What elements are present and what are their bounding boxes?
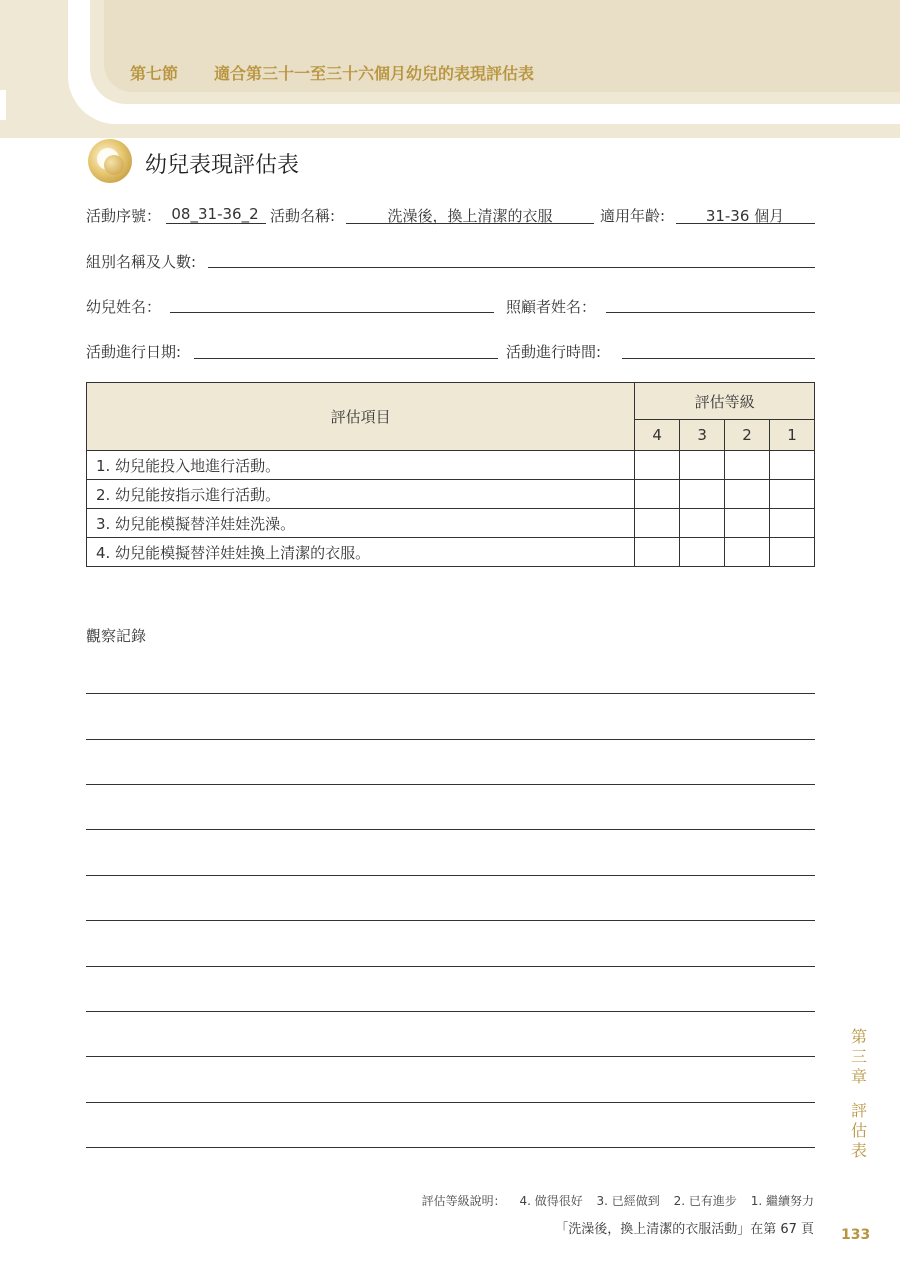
chapter-side-label: 第 三 章 評 估 表 xyxy=(851,1027,868,1160)
activity-name-label: 活動名稱: xyxy=(270,207,336,225)
observation-line[interactable] xyxy=(86,1102,815,1103)
grade-cell[interactable] xyxy=(770,480,815,509)
grade-cell[interactable] xyxy=(770,509,815,538)
edge-tab xyxy=(0,90,6,120)
activity-no-label: 活動序號： xyxy=(86,207,162,225)
grade-cell[interactable] xyxy=(725,451,770,480)
child-name-label: 幼兒姓名： xyxy=(86,298,162,316)
observation-line[interactable] xyxy=(86,784,815,785)
observation-line[interactable] xyxy=(86,875,815,876)
item-cell: 1. 幼兒能投入地進行活動。 xyxy=(87,451,635,480)
age-line xyxy=(676,223,815,224)
observation-line[interactable] xyxy=(86,966,815,967)
section-number: 第七節 xyxy=(130,64,179,83)
grade-cell[interactable] xyxy=(635,480,680,509)
observation-line[interactable] xyxy=(86,1056,815,1057)
legend-item: 4. 做得很好 xyxy=(519,1194,583,1208)
observation-line[interactable] xyxy=(86,693,815,694)
observation-line[interactable] xyxy=(86,829,815,830)
grade-cell[interactable] xyxy=(635,451,680,480)
grade-header: 評估等級 xyxy=(635,383,815,420)
legend-label: 評估等級說明： xyxy=(421,1194,506,1208)
activity-no-value: 08_31-36_2 xyxy=(171,205,259,223)
grade-3-header: 3 xyxy=(680,420,725,451)
grade-cell[interactable] xyxy=(635,538,680,567)
activity-reference: 「洗澡後，換上清潔的衣服活動」在第 67 頁 xyxy=(555,1222,814,1237)
grade-4-header: 4 xyxy=(635,420,680,451)
time-label: 活動進行時間: xyxy=(506,343,602,361)
grade-cell[interactable] xyxy=(770,538,815,567)
section-title: 適合第三十一至三十六個月幼兒的表現評估表 xyxy=(214,64,535,83)
child-name-line[interactable] xyxy=(170,312,494,313)
table-row xyxy=(87,451,815,480)
grade-cell[interactable] xyxy=(725,538,770,567)
carer-name-label: 照顧者姓名： xyxy=(506,298,597,316)
item-cell: 3. 幼兒能模擬替洋娃娃洗澡。 xyxy=(87,509,635,538)
grade-cell[interactable] xyxy=(725,480,770,509)
activity-no-line xyxy=(166,223,266,224)
group-line[interactable] xyxy=(208,267,815,268)
item-cell: 4. 幼兒能模擬替洋娃娃換上清潔的衣服。 xyxy=(87,538,635,567)
grade-cell[interactable] xyxy=(680,509,725,538)
grade-2-header: 2 xyxy=(725,420,770,451)
carer-name-line[interactable] xyxy=(606,312,815,313)
grade-cell[interactable] xyxy=(680,480,725,509)
group-label: 組別名稱及人數: xyxy=(86,253,197,271)
observation-line[interactable] xyxy=(86,920,815,921)
legend-item: 1. 繼續努力 xyxy=(750,1194,814,1208)
grade-1-header: 1 xyxy=(770,420,815,451)
item-cell: 2. 幼兒能按指示進行活動。 xyxy=(87,480,635,509)
grade-cell[interactable] xyxy=(770,451,815,480)
observation-line[interactable] xyxy=(86,1011,815,1012)
pearl-core-icon xyxy=(104,155,124,175)
evaluation-table xyxy=(86,382,815,567)
age-value: 31-36 個月 xyxy=(705,207,785,225)
table-row xyxy=(87,480,815,509)
grade-cell[interactable] xyxy=(680,451,725,480)
form-title: 幼兒表現評估表 xyxy=(145,153,300,178)
grade-cell[interactable] xyxy=(680,538,725,567)
observation-label: 觀察記錄 xyxy=(86,627,147,645)
item-header: 評估項目 xyxy=(87,383,635,451)
grade-cell[interactable] xyxy=(725,509,770,538)
grade-legend xyxy=(412,1192,814,1209)
time-line[interactable] xyxy=(622,358,815,359)
activity-name-value: 洗澡後，換上清潔的衣服 xyxy=(387,207,553,225)
legend-item: 3. 已經做到 xyxy=(596,1194,660,1208)
table-row xyxy=(87,538,815,567)
observation-line[interactable] xyxy=(86,739,815,740)
table-row xyxy=(87,509,815,538)
activity-name-line xyxy=(346,223,594,224)
observation-line[interactable] xyxy=(86,1147,815,1148)
date-line[interactable] xyxy=(194,358,498,359)
page-number: 133 xyxy=(841,1227,871,1243)
date-label: 活動進行日期: xyxy=(86,343,182,361)
legend-item: 2. 已有進步 xyxy=(673,1194,737,1208)
grade-cell[interactable] xyxy=(635,509,680,538)
age-label: 適用年齡: xyxy=(600,207,666,225)
